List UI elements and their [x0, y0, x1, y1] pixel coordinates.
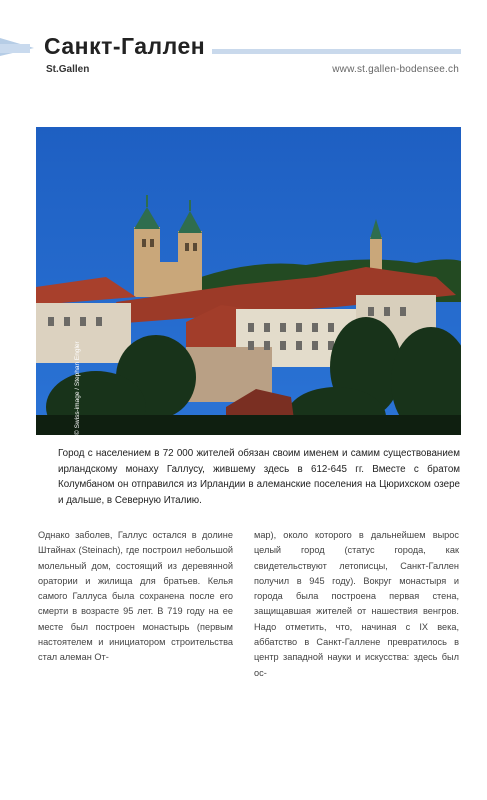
photo-credit: © Swiss-image / Stephan Engler: [74, 341, 81, 435]
header-tab-bar: [0, 44, 30, 53]
website-url: www.st.gallen-bodensee.ch: [332, 64, 459, 75]
header-rule: [212, 49, 461, 54]
page-title: Санкт-Галлен: [44, 33, 206, 59]
city-photo: [36, 127, 461, 435]
body-column-right: мар), около которого в дальнейшем вырос целый город (статус города, как свидетельствуют летописцы, Санкт-Галлен получил в 945 году). Вокруг монастыря и города была построена первая стена, защищавшая жителей от нашествия венгров. Надо отметить, что, начиная с IX века, аббатство в Санкт-Галлене превратилось в центр западной науки и искусства: здесь был ос-: [254, 530, 459, 678]
body-column-left: Однако заболев, Галлус остался в долине Штайнах (Steinach), где построил небольшой молельный дом, состоящий из деревянной оратории и жилища для братьев. Келья самого Галлуса была сохранена после его смерти в возрасте 95 лет. В 719 году на ее месте был построен монастырь (первым настоятелем и инициатором строительства стал алеман От-: [38, 530, 233, 663]
photo-caption: Город с населением в 72 000 жителей обязан своим именем и самим существованием ирландскому монаху Галлусу, жившему здесь в 612-645 гг. Вместе с братом Колумбаном он отправился из Ирландии в алеманские поселения на Цюрихском озере и дальше, в Северную Италию.: [58, 448, 460, 506]
page-subtitle: St.Gallen: [46, 64, 90, 75]
